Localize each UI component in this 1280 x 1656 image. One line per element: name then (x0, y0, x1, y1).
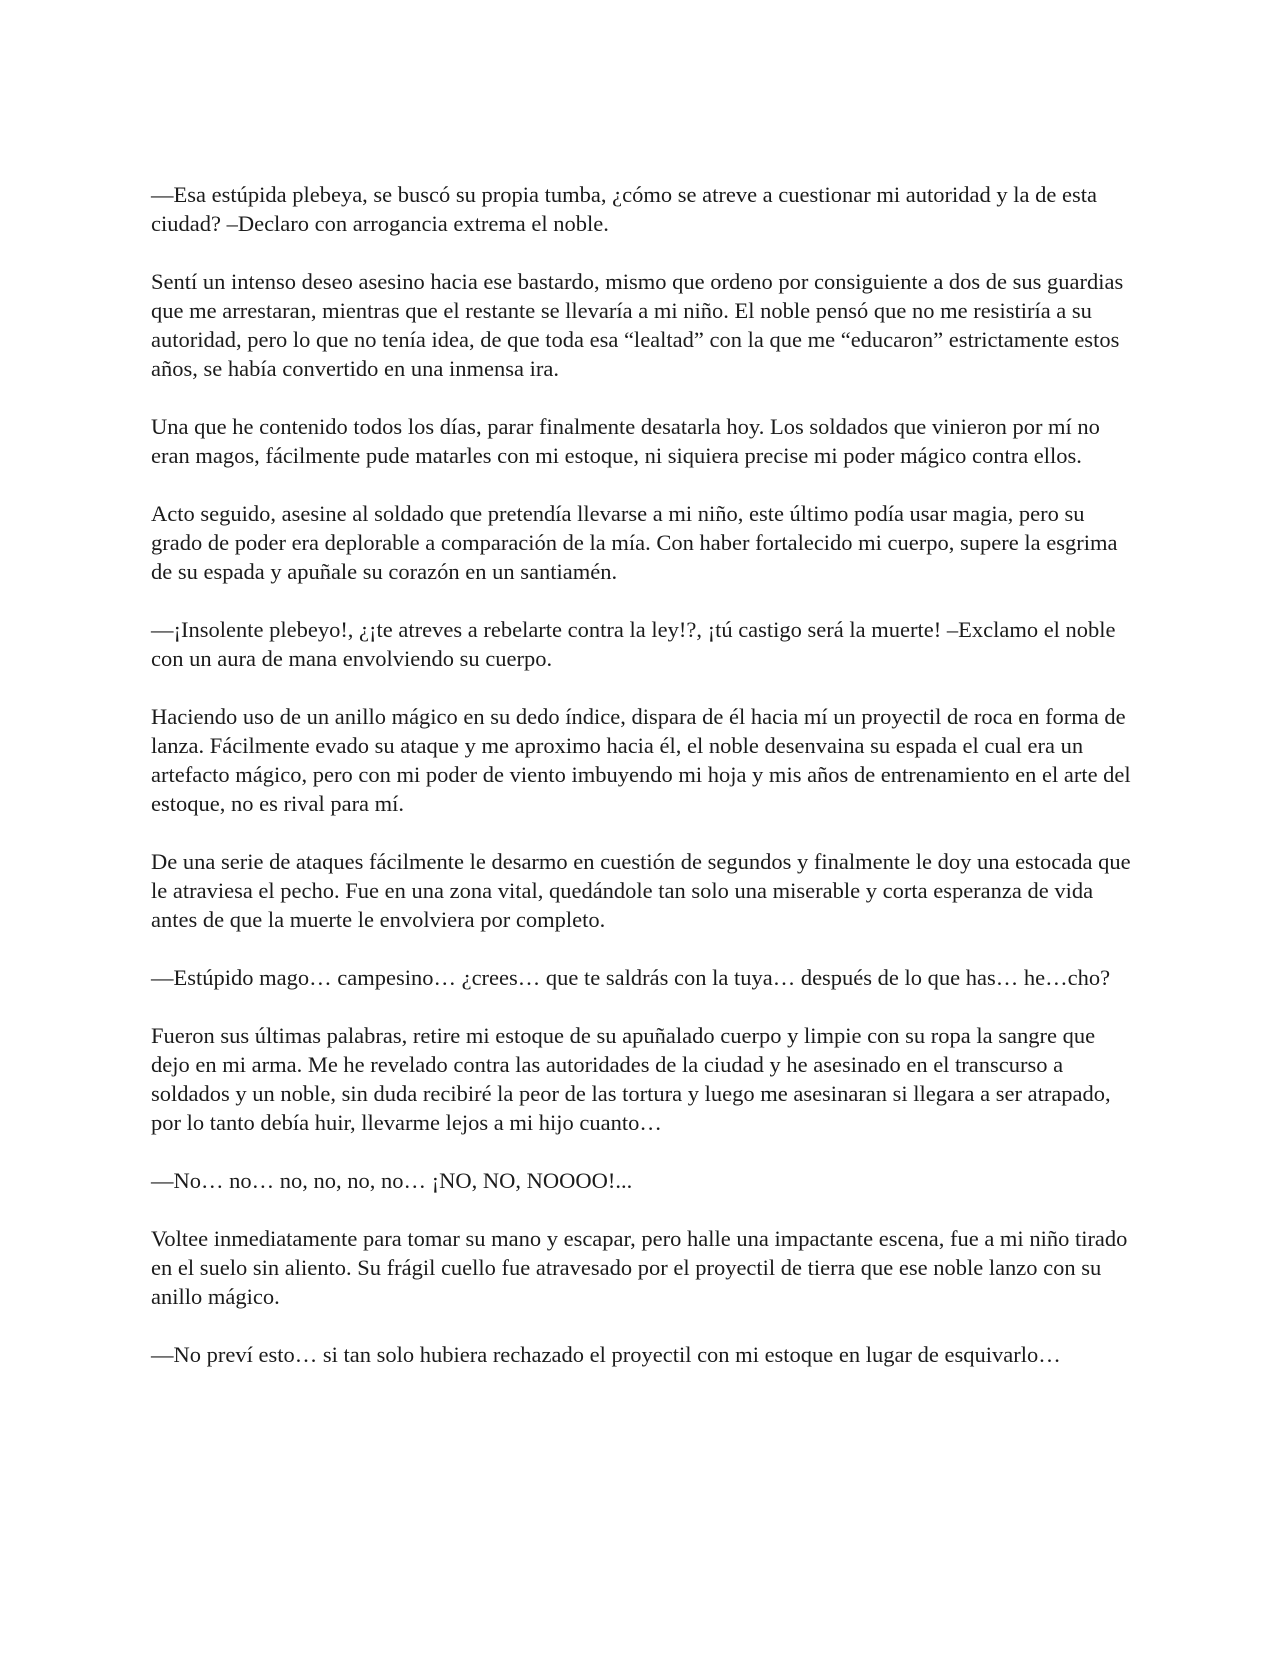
document-body (151, 180, 1131, 1369)
paragraph-5: —¡Insolente plebeyo!, ¿¡te atreves a rebelarte contra la ley!?, ¡tú castigo será la muerte! –Exclamo el noble con un aura de mana envolviendo su cuerpo. (151, 617, 1116, 671)
paragraph-1: —Esa estúpida plebeya, se buscó su propia tumba, ¿cómo se atreve a cuestionar mi autoridad y la de esta ciudad? –Declaro con arrogancia extrema el noble. (151, 182, 1097, 236)
paragraph-10: —No… no… no, no, no, no… ¡NO, NO, NOOOO!... (151, 1168, 633, 1193)
paragraph-11: Voltee inmediatamente para tomar su mano y escapar, pero halle una impactante escena, fue a mi niño tirado en el suelo sin aliento. Su frágil cuello fue atravesado por el proyectil de tierra que ese noble lanzo con su anillo mágico. (151, 1226, 1128, 1309)
paragraph-6: Haciendo uso de un anillo mágico en su dedo índice, dispara de él hacia mí un proyectil de roca en forma de lanza. Fácilmente evado su ataque y me aproximo hacia él, el noble desenvaina su espada el cual era un artefacto mágico, pero con mi poder de viento imbuyendo mi hoja y mis años de entrenamiento en el arte del estoque, no es rival para mí. (151, 704, 1131, 816)
paragraph-12: —No preví esto… si tan solo hubiera rechazado el proyectil con mi estoque en lugar de esquivarlo… (151, 1342, 1061, 1367)
paragraph-2: Sentí un intenso deseo asesino hacia ese bastardo, mismo que ordeno por consiguiente a dos de sus guardias que me arrestaran, mientras que el restante se llevaría a mi niño. El noble pensó que no me resistiría a su autoridad, pero lo que no tenía idea, de que toda esa “lealtad” con la que me “educaron” estrictamente estos años, se había convertido en una inmensa ira. (151, 269, 1124, 381)
paragraph-8: —Estúpido mago… campesino… ¿crees… que te saldrás con la tuya… después de lo que has… he…cho? (151, 965, 1111, 990)
paragraph-9: Fueron sus últimas palabras, retire mi estoque de su apuñalado cuerpo y limpie con su ropa la sangre que dejo en mi arma. Me he revelado contra las autoridades de la ciudad y he asesinado en el transcurso a soldados y un noble, sin duda recibiré la peor de las tortura y luego me asesinaran si llegara a ser atrapado, por lo tanto debía huir, llevarme lejos a mi hijo cuanto… (151, 1023, 1111, 1135)
paragraph-7: De una serie de ataques fácilmente le desarmo en cuestión de segundos y finalmente le doy una estocada que le atraviesa el pecho. Fue en una zona vital, quedándole tan solo una miserable y corta esperanza de vida antes de que la muerte le envolviera por completo. (151, 849, 1131, 932)
paragraph-3: Una que he contenido todos los días, parar finalmente desatarla hoy. Los soldados que vinieron por mí no eran magos, fácilmente pude matarles con mi estoque, ni siquiera precise mi poder mágico contra ellos. (151, 414, 1100, 468)
paragraph-4: Acto seguido, asesine al soldado que pretendía llevarse a mi niño, este último podía usar magia, pero su grado de poder era deplorable a comparación de la mía. Con haber fortalecido mi cuerpo, supere la esgrima de su espada y apuñale su corazón en un santiamén. (151, 501, 1118, 584)
